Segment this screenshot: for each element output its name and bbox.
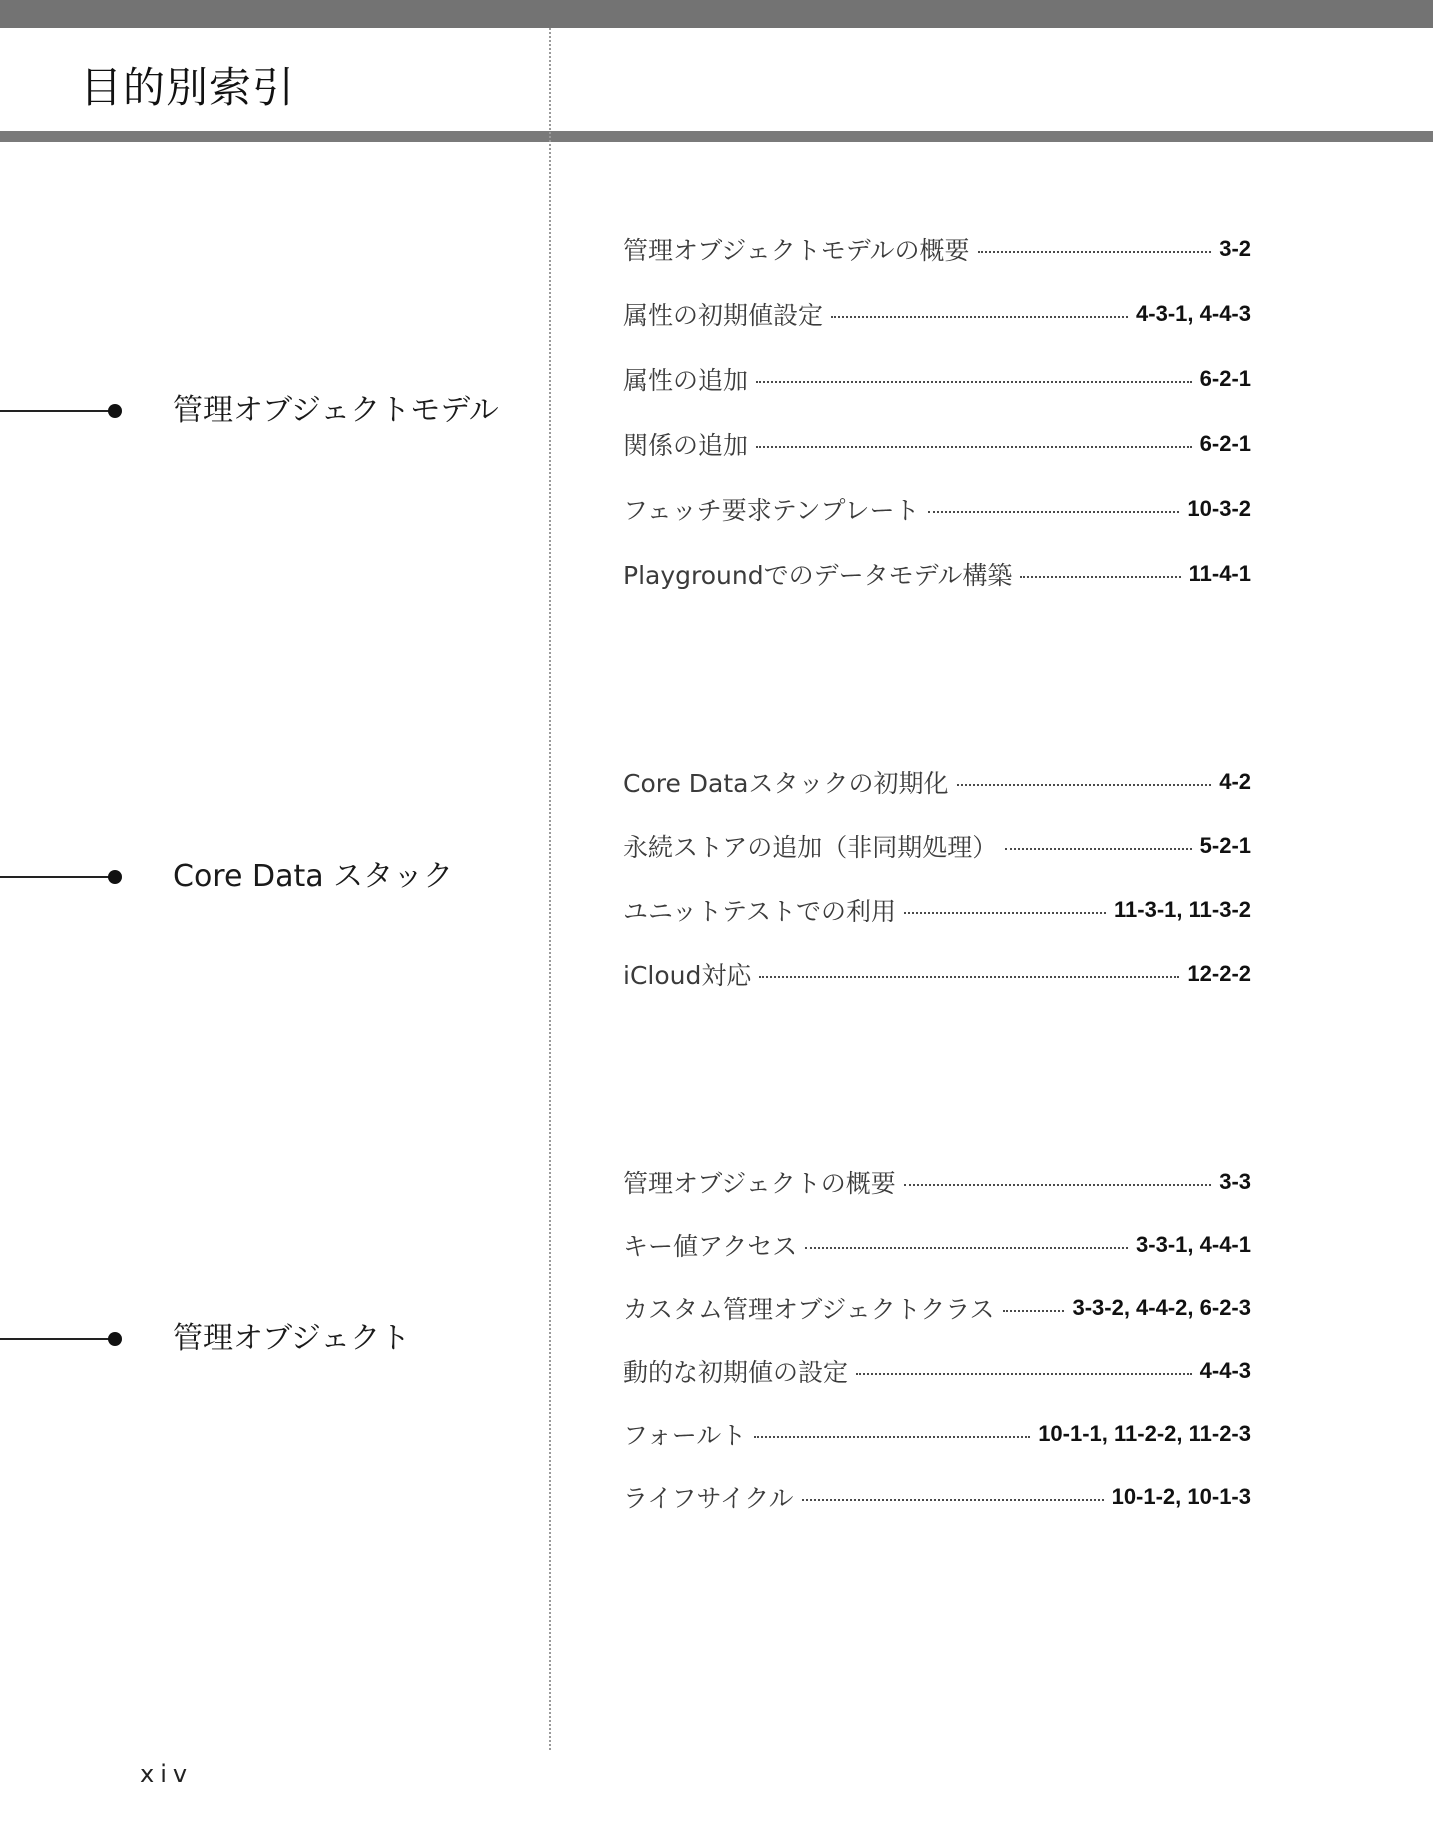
index-entry[interactable]: [623, 1291, 1251, 1325]
index-entry[interactable]: [623, 1480, 1251, 1514]
column-divider: [549, 28, 551, 1750]
entry-name: フェッチ要求テンプレート: [623, 496, 920, 525]
dot-leader: [957, 784, 1212, 786]
connector-line: [0, 410, 110, 412]
entry-ref: 10-1-1, 11-2-2, 11-2-3: [1038, 1421, 1251, 1446]
entry-ref: 3-3-2, 4-4-2, 6-2-3: [1072, 1295, 1251, 1320]
dot-leader: [1005, 848, 1191, 850]
category-label: 管理オブジェクト: [173, 1321, 411, 1356]
entry-ref: 10-3-2: [1187, 496, 1251, 521]
entry-name: カスタム管理オブジェクトクラス: [623, 1295, 995, 1324]
index-entry[interactable]: [623, 362, 1251, 396]
dot-leader: [856, 1373, 1192, 1375]
entry-name: Core Dataスタックの初期化: [623, 769, 949, 798]
entry-ref: 3-2: [1219, 236, 1251, 261]
index-entry[interactable]: [623, 1354, 1251, 1388]
index-entry[interactable]: [623, 557, 1251, 591]
entry-ref: 5-2-1: [1199, 833, 1251, 858]
index-entry[interactable]: [623, 1417, 1251, 1451]
category-label: Core Data スタック: [173, 859, 454, 894]
index-entry[interactable]: [623, 232, 1251, 266]
entry-ref: 3-3: [1219, 1169, 1251, 1194]
page-number: xiv: [140, 1760, 194, 1788]
entry-ref: 6-2-1: [1199, 431, 1251, 456]
index-entry[interactable]: [623, 1165, 1251, 1199]
entry-name: 属性の追加: [623, 366, 749, 395]
index-entry[interactable]: [623, 829, 1251, 863]
dot-leader: [802, 1499, 1104, 1501]
entry-ref: 3-3-1, 4-4-1: [1136, 1232, 1251, 1257]
index-entry[interactable]: [623, 427, 1251, 461]
dot-leader: [1020, 576, 1180, 578]
entry-name: Playgroundでのデータモデル構築: [623, 561, 1013, 590]
entry-ref: 11-3-1, 11-3-2: [1114, 897, 1251, 922]
dot-leader: [928, 511, 1180, 513]
category-managed-object-model: [0, 391, 549, 431]
entry-name: 管理オブジェクトモデルの概要: [623, 236, 970, 265]
dot-leader: [805, 1247, 1128, 1249]
entry-name: 属性の初期値設定: [623, 301, 824, 330]
entry-ref: 4-3-1, 4-4-3: [1136, 301, 1251, 326]
category-core-data-stack: [0, 857, 549, 897]
dot-leader: [904, 912, 1106, 914]
index-entry[interactable]: [623, 1228, 1251, 1262]
dot-leader: [756, 446, 1192, 448]
entry-ref: 12-2-2: [1187, 961, 1251, 986]
dot-leader: [1003, 1310, 1065, 1312]
entry-name: ライフサイクル: [623, 1484, 794, 1513]
category-managed-object: [0, 1319, 549, 1359]
index-entry[interactable]: [623, 297, 1251, 331]
index-entry[interactable]: [623, 893, 1251, 927]
dot-leader: [756, 381, 1192, 383]
page-title: 目的別索引: [80, 63, 296, 112]
entry-ref: 6-2-1: [1199, 366, 1251, 391]
connector-line: [0, 1338, 110, 1340]
entry-name: 管理オブジェクトの概要: [623, 1169, 896, 1198]
bullet-dot: [108, 1332, 122, 1346]
entry-name: 永続ストアの追加（非同期処理）: [623, 833, 998, 862]
entry-ref: 4-2: [1219, 769, 1251, 794]
bullet-dot: [108, 870, 122, 884]
entry-ref: 10-1-2, 10-1-3: [1111, 1484, 1251, 1509]
dot-leader: [978, 251, 1212, 253]
index-entry[interactable]: [623, 492, 1251, 526]
entry-name: キー値アクセス: [623, 1232, 798, 1261]
entry-name: iCloud対応: [623, 961, 752, 990]
entry-name: 関係の追加: [623, 431, 749, 460]
bullet-dot: [108, 404, 122, 418]
dot-leader: [759, 976, 1179, 978]
dot-leader: [831, 316, 1128, 318]
entry-name: フォールト: [623, 1421, 747, 1450]
entry-name: ユニットテストでの利用: [623, 897, 897, 926]
connector-line: [0, 876, 110, 878]
index-entry[interactable]: [623, 957, 1251, 991]
dot-leader: [904, 1184, 1211, 1186]
entry-name: 動的な初期値の設定: [623, 1358, 849, 1387]
entry-ref: 11-4-1: [1188, 561, 1251, 586]
index-entry[interactable]: [623, 765, 1251, 799]
header-rule: [0, 131, 1433, 142]
category-label: 管理オブジェクトモデル: [173, 393, 499, 428]
entry-ref: 4-4-3: [1199, 1358, 1251, 1383]
dot-leader: [754, 1436, 1030, 1438]
top-bar: [0, 0, 1433, 28]
